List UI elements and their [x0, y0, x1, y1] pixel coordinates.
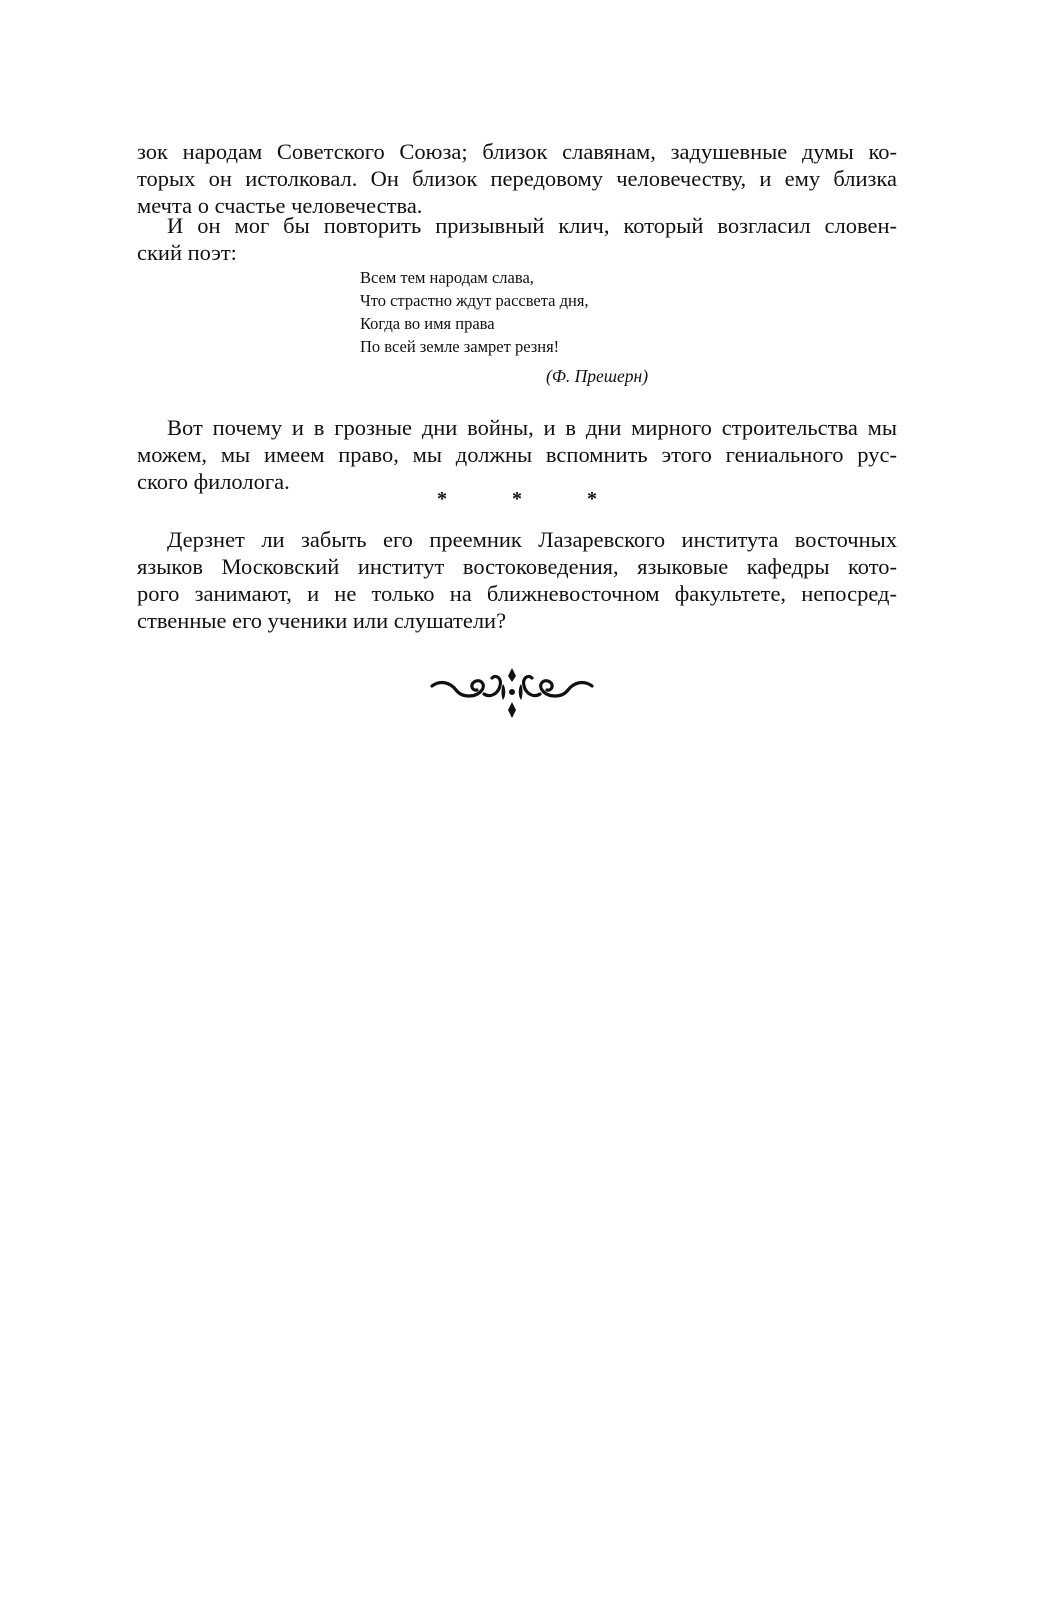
paragraph-line: Дерзнет ли забыть его преемник Лазаревского института восточных	[167, 527, 897, 552]
paragraph-line: языков Московский институт востоковедения, языковые кафедры кото-	[137, 554, 897, 579]
paragraph-line: ственные его ученики или слушатели?	[137, 608, 507, 633]
asterisk-mark: *	[437, 488, 447, 510]
paragraph-line: Вот почему и в грозные дни войны, и в дни мирного строительства мы	[167, 415, 897, 440]
paragraph-3	[137, 414, 897, 495]
paragraph-line: рого занимают, и не только на ближневосточном факультете, непосред-	[137, 581, 897, 606]
paragraph-line: зок народам Советского Союза; близок славянам, задушевные думы ко-	[137, 139, 897, 164]
vignette-flourish-icon	[430, 664, 594, 720]
poem-verse: По всей земле замрет резня!	[360, 337, 560, 356]
paragraph-2	[137, 212, 897, 266]
paragraph-line: ский поэт:	[137, 240, 237, 265]
poem-quote	[360, 266, 589, 358]
poem-attribution: (Ф. Прешерн)	[546, 366, 649, 386]
paragraph-4	[137, 526, 897, 634]
paragraph-line: торых он истолковал. Он близок передовому человечеству, и ему близка	[137, 166, 897, 191]
paragraph-line: ского филолога.	[137, 469, 290, 494]
asterisk-mark: *	[512, 488, 522, 510]
section-separator	[437, 488, 597, 512]
paragraph-line: И он мог бы повторить призывный клич, который возгласил словен-	[167, 213, 897, 238]
poem-verse: Когда во имя права	[360, 314, 495, 333]
poem-verse: Всем тем народам слава,	[360, 268, 534, 287]
asterisk-mark: *	[587, 488, 597, 510]
paragraph-1	[137, 138, 897, 219]
paragraph-line: мечта о счастье человечества.	[137, 193, 423, 218]
poem-verse: Что страстно ждут рассвета дня,	[360, 291, 589, 310]
paragraph-line: можем, мы имеем право, мы должны вспомнить этого гениального рус-	[137, 442, 897, 467]
